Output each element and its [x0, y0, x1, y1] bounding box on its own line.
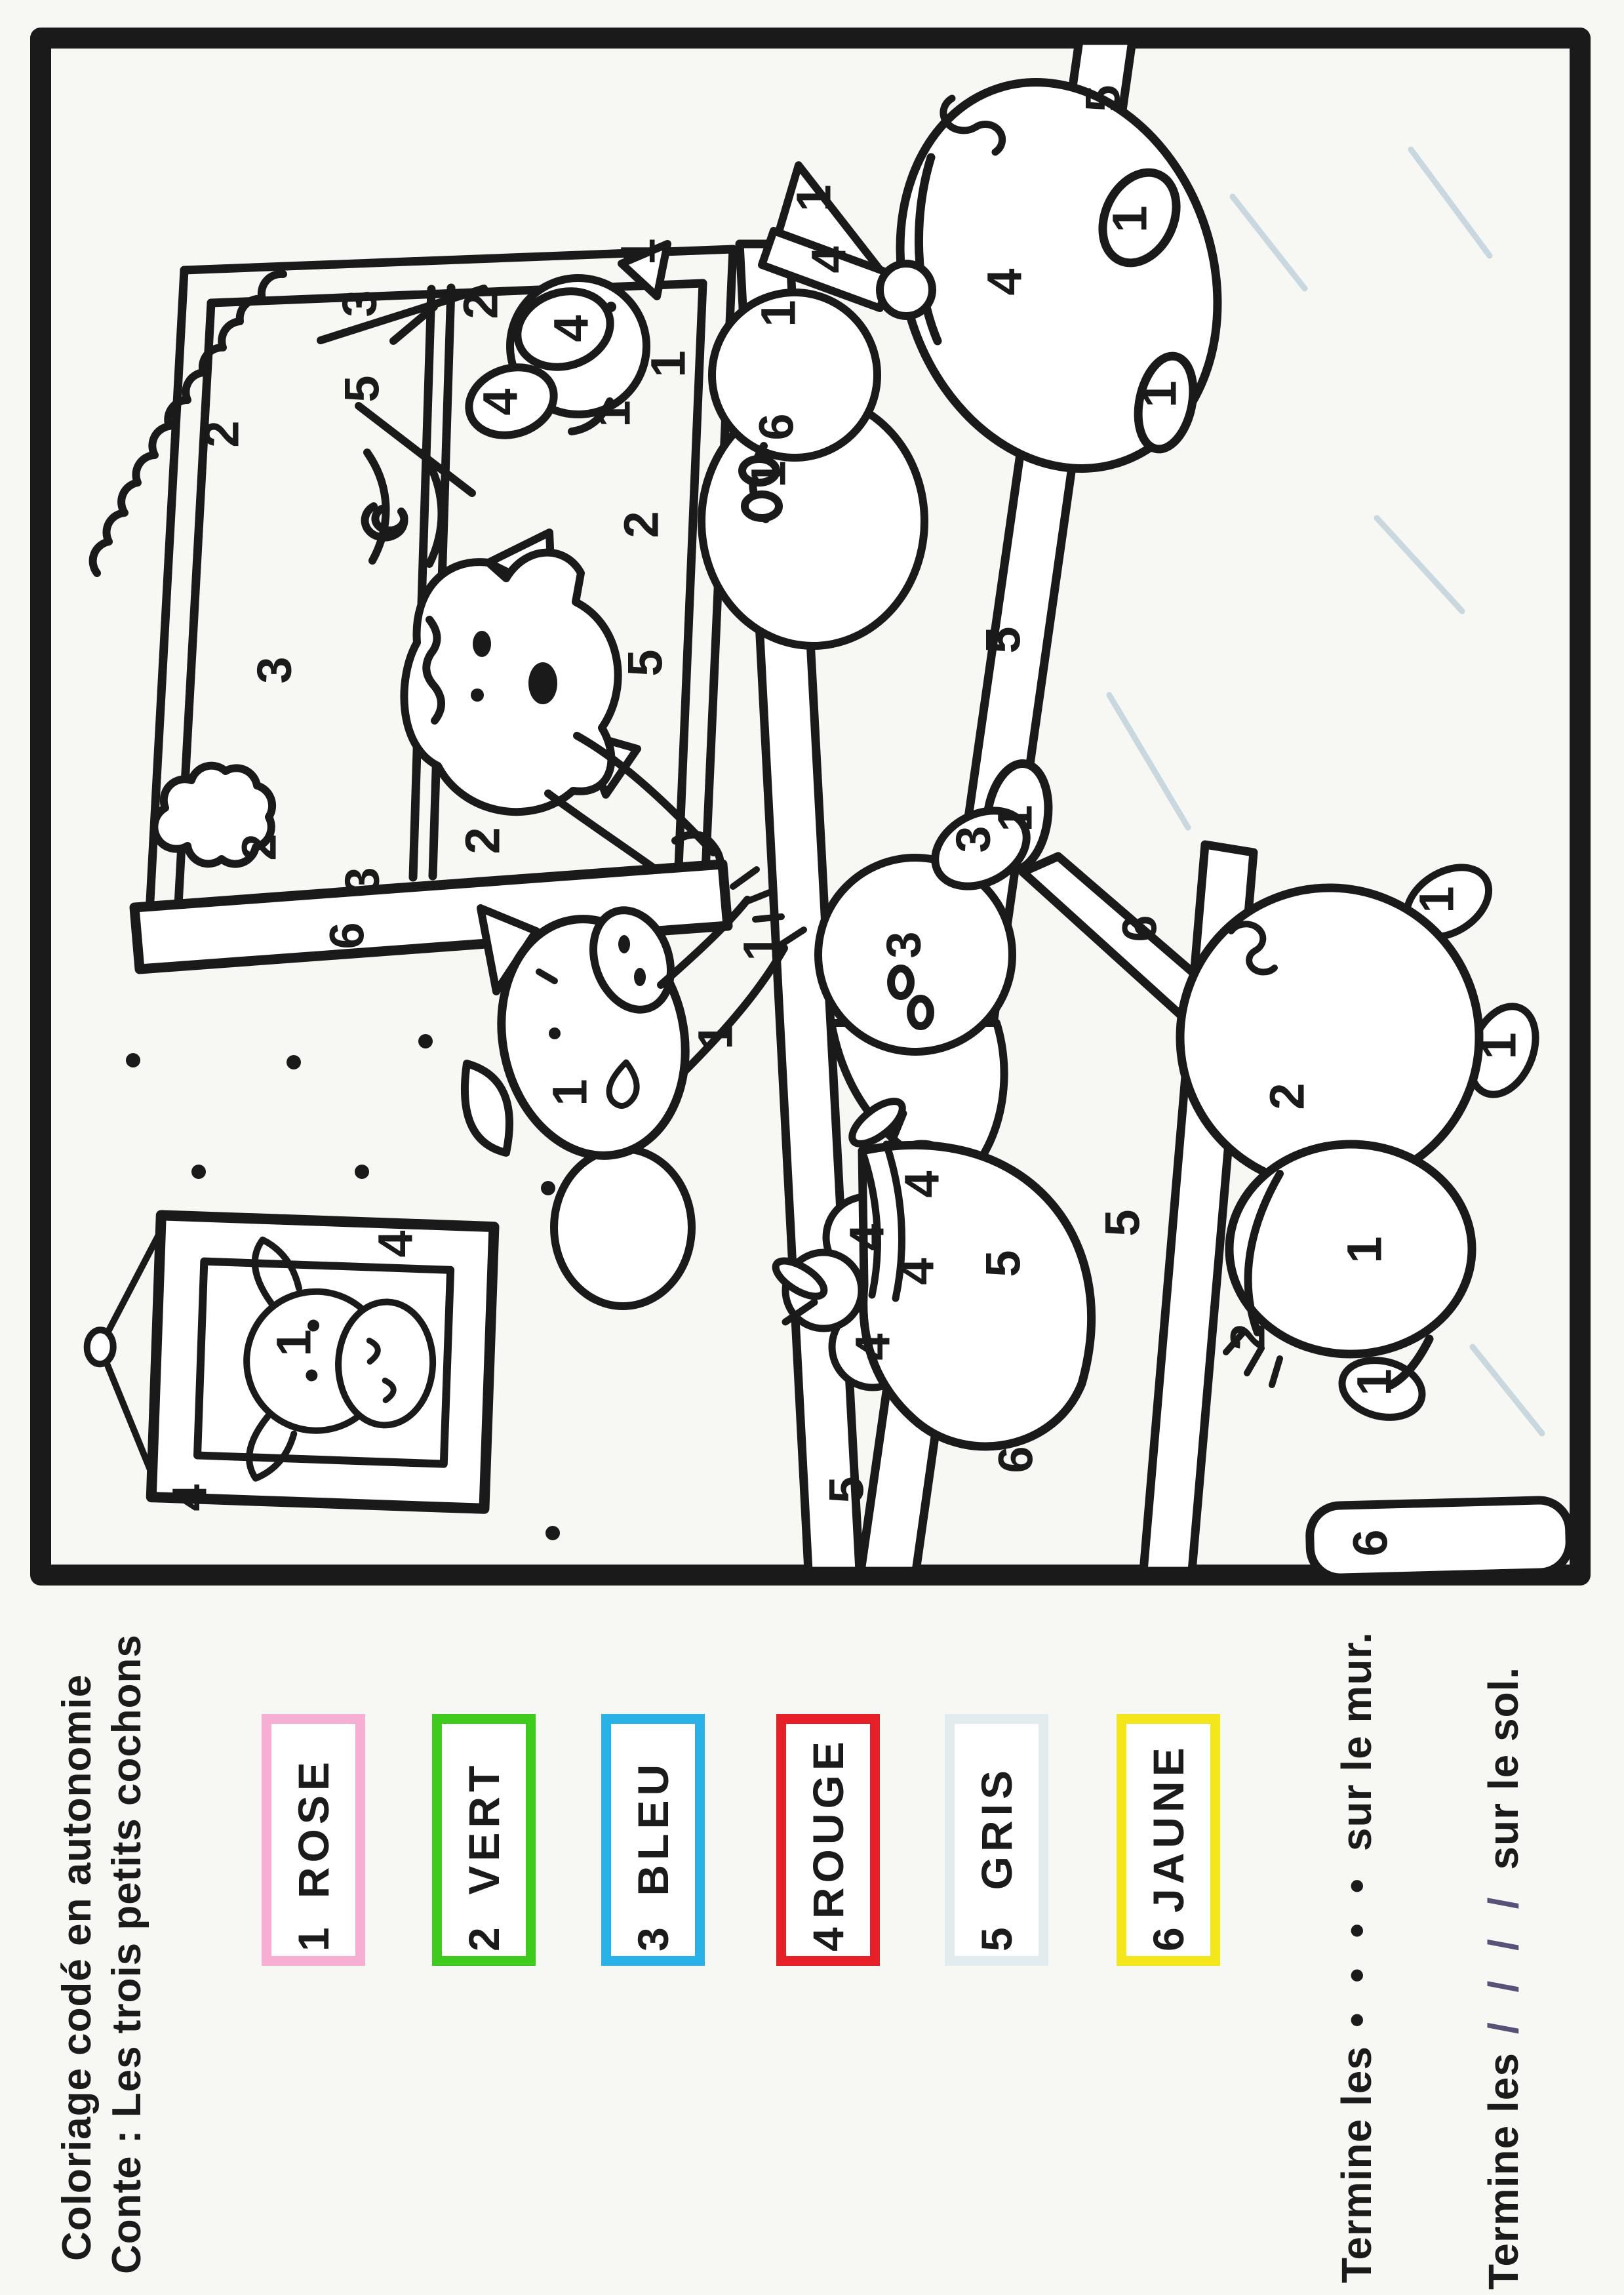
code-number: 2	[231, 833, 287, 861]
legend-color-name: GRIS	[972, 1765, 1021, 1890]
code-number: 1	[688, 1022, 743, 1050]
instruction-wall	[1332, 1631, 1381, 2283]
code-number: 1	[733, 934, 788, 961]
wolf	[404, 532, 720, 880]
wolf-eye	[471, 688, 484, 702]
pig-arm	[684, 948, 784, 1071]
code-number: 4	[889, 1258, 944, 1285]
code-number: 1	[741, 460, 796, 488]
code-number: 2	[1259, 1083, 1315, 1110]
code-number: 6	[988, 1446, 1043, 1473]
legend-number: 5	[972, 1927, 1021, 1951]
code-number: 1	[1347, 1368, 1402, 1396]
code-number: 5	[334, 375, 389, 403]
floor-hatch-icon	[1411, 150, 1490, 256]
code-number: 5	[976, 626, 1031, 654]
legend-color-name: BLEU	[629, 1759, 677, 1896]
portrait-pig-snout	[336, 1300, 435, 1427]
worksheet-title: Coloriage codé en autonomie	[54, 1673, 100, 2261]
code-number: 4	[162, 1484, 217, 1511]
pig-nostril	[634, 968, 646, 986]
legend-number: 6	[1144, 1927, 1193, 1951]
code-number: 1	[1132, 380, 1187, 408]
instruction-text: Termine les	[1333, 2046, 1380, 2283]
pig-ear-icon	[465, 1064, 509, 1153]
code-number: 6	[1112, 915, 1167, 942]
legend-number: 4	[804, 1927, 852, 1951]
wolf-eye	[473, 631, 491, 657]
legend-box-vert	[432, 1714, 536, 1966]
code-number: 1	[1102, 205, 1157, 233]
code-number: 4	[544, 315, 599, 342]
code-number: 5	[618, 649, 673, 677]
code-number: 4	[977, 268, 1032, 296]
pig-nostril	[618, 935, 630, 953]
picture-frame	[82, 1213, 494, 1509]
pig-hoof	[745, 494, 779, 518]
wall-dot-icon	[355, 1165, 369, 1179]
legend-number: 3	[629, 1927, 677, 1951]
middle-pig	[818, 795, 1040, 1180]
code-number: 4	[368, 1230, 423, 1258]
code-number: 3	[334, 867, 389, 894]
legend-box-rose	[262, 1714, 365, 1966]
legend-box-jaune	[1117, 1714, 1220, 1966]
code-number: 4	[839, 1224, 894, 1251]
code-number: 6	[749, 413, 804, 441]
pig-eye	[606, 302, 616, 312]
code-number: 3	[247, 656, 302, 684]
code-number: 2	[1220, 1323, 1275, 1351]
wall-dot-icon	[191, 1165, 206, 1179]
instruction-floor	[1479, 1667, 1528, 2290]
legend-color-name: ROSE	[289, 1757, 338, 1899]
legend-box-bleu	[601, 1714, 705, 1966]
code-number: 1	[751, 300, 806, 327]
big-pig	[852, 41, 1266, 875]
legend-number: 2	[460, 1927, 508, 1951]
hat-pompom-icon	[880, 264, 932, 316]
code-number: 1	[641, 350, 696, 378]
wall-dot-icon	[545, 1526, 560, 1540]
instruction-text: Termine les	[1480, 2052, 1527, 2290]
frame-knob	[87, 1330, 114, 1365]
code-number: 5	[976, 1250, 1031, 1277]
wall-dot-icon	[287, 1055, 301, 1069]
slash-marks-icon: / / / /	[1480, 1888, 1527, 2035]
code-number: 6	[319, 922, 374, 949]
floor-hatch-icon	[1377, 518, 1462, 611]
legend-color-name: ROUGE	[804, 1737, 852, 1919]
wall-dot-icon	[418, 1034, 433, 1048]
legend-number: 1	[289, 1927, 338, 1951]
code-number: 5	[819, 1476, 874, 1504]
wolf-nose	[528, 662, 557, 704]
code-number: 3	[332, 290, 387, 317]
code-number: 2	[194, 420, 249, 448]
worksheet-subtitle: Conte : Les trois petits cochons	[104, 1634, 149, 2274]
code-number: 1	[786, 184, 841, 212]
code-number: 5	[1095, 1209, 1150, 1237]
code-number: 3	[876, 931, 931, 959]
code-number: 1	[1471, 1032, 1526, 1060]
legend-box-gris	[945, 1714, 1048, 1966]
code-number: 1	[1409, 886, 1464, 913]
floor-hatch-icon	[1473, 1347, 1542, 1433]
code-number: 4	[894, 1170, 949, 1198]
instruction-text: sur le sol.	[1480, 1666, 1527, 1870]
tree-branch	[359, 406, 472, 493]
legend-box-rouge	[776, 1714, 880, 1966]
floor-hatch-icon	[1109, 695, 1188, 828]
code-number: 1	[542, 1079, 597, 1106]
code-number: 2	[453, 292, 508, 319]
code-number: 2	[614, 511, 669, 538]
code-number: 1	[266, 1329, 321, 1357]
code-number: 1	[585, 400, 641, 428]
code-number: 1	[610, 238, 665, 266]
bush-scallop-edge	[93, 274, 283, 573]
wall-dot-icon	[541, 1181, 555, 1195]
code-number: 5	[1075, 85, 1130, 112]
pig-eye	[549, 1028, 561, 1039]
wolf-arm	[548, 793, 660, 872]
code-number: 1	[1337, 1236, 1392, 1264]
dot-marks-icon: • • • •	[1333, 1869, 1380, 2028]
code-number: 4	[845, 1333, 900, 1361]
wall-dot-icon	[126, 1053, 140, 1068]
legend-color-name: JAUNE	[1144, 1743, 1193, 1913]
instruction-text: sur le mur.	[1333, 1631, 1380, 1852]
code-number: 1	[987, 805, 1042, 832]
code-number: 2	[455, 827, 510, 854]
code-number: 4	[473, 388, 528, 416]
pig-body	[554, 1149, 692, 1306]
floor-hatch-icon	[1233, 197, 1305, 289]
legend-color-name: VERT	[460, 1761, 508, 1895]
code-number: 3	[945, 826, 1000, 853]
code-number: 6	[1343, 1529, 1398, 1557]
code-number: 4	[801, 246, 856, 273]
